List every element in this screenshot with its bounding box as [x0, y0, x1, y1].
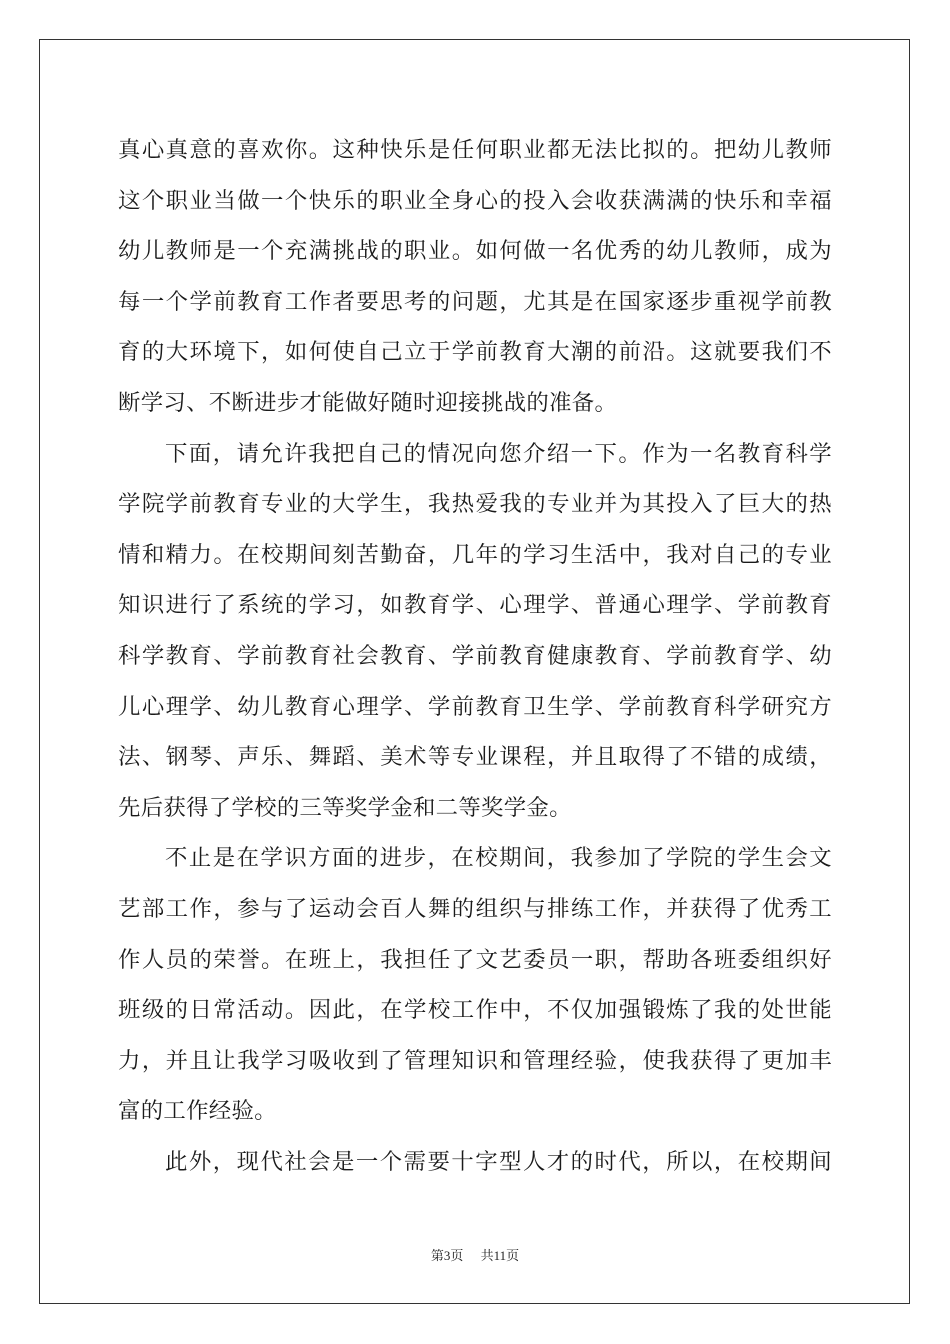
- text-line: 每一个学前教育工作者要思考的问题，尤其是在国家逐步重视学前教: [118, 288, 832, 315]
- text-line: 力，并且让我学习吸收到了管理知识和管理经验，使我获得了更加丰: [118, 1047, 832, 1074]
- text-line: 科学教育、学前教育社会教育、学前教育健康教育、学前教育学、幼: [118, 642, 832, 669]
- page-total: 共11页: [480, 1248, 520, 1263]
- text-line: 断学习、不断进步才能做好随时迎接挑战的准备。: [118, 389, 618, 416]
- page-footer: [0, 1245, 950, 1264]
- text-line: 这个职业当做一个快乐的职业全身心的投入会收获满满的快乐和幸福: [118, 187, 832, 214]
- document-body: [118, 125, 832, 1187]
- text-line: 真心真意的喜欢你。这种快乐是任何职业都无法比拟的。把幼儿教师: [118, 137, 832, 163]
- text-line: 艺部工作，参与了运动会百人舞的组织与排练工作，并获得了优秀工: [118, 895, 832, 922]
- paragraph-first-line: 此外，现代社会是一个需要十字型人才的时代，所以，在校期间: [165, 1148, 832, 1175]
- text-line: 情和精力。在校期间刻苦勤奋，几年的学习生活中，我对自己的专业: [118, 541, 832, 568]
- text-line: 班级的日常活动。因此，在学校工作中，不仅加强锻炼了我的处世能: [118, 997, 832, 1024]
- paragraph-first-line: 下面，请允许我把自己的情况向您介绍一下。作为一名教育科学: [165, 440, 832, 467]
- paragraph-first-line: 不止是在学识方面的进步，在校期间，我参加了学院的学生会文: [165, 845, 832, 872]
- text-line: 育的大环境下，如何使自己立于学前教育大潮的前沿。这就要我们不: [118, 339, 832, 366]
- text-line: 法、钢琴、声乐、舞蹈、美术等专业课程，并且取得了不错的成绩，: [118, 744, 832, 771]
- text-line: 富的工作经验。: [118, 1098, 277, 1125]
- text-line: 知识进行了系统的学习，如教育学、心理学、普通心理学、学前教育: [118, 592, 832, 619]
- page-number: 第3页: [430, 1248, 464, 1263]
- text-line: 先后获得了学校的三等奖学金和二等奖学金。: [118, 794, 572, 821]
- text-line: 幼儿教师是一个充满挑战的职业。如何做一名优秀的幼儿教师，成为: [118, 238, 832, 265]
- text-line: 儿心理学、幼儿教育心理学、学前教育卫生学、学前教育科学研究方: [118, 693, 832, 720]
- text-line: 作人员的荣誉。在班上，我担任了文艺委员一职，帮助各班委组织好: [118, 946, 832, 973]
- text-line: 学院学前教育专业的大学生，我热爱我的专业并为其投入了巨大的热: [118, 491, 832, 518]
